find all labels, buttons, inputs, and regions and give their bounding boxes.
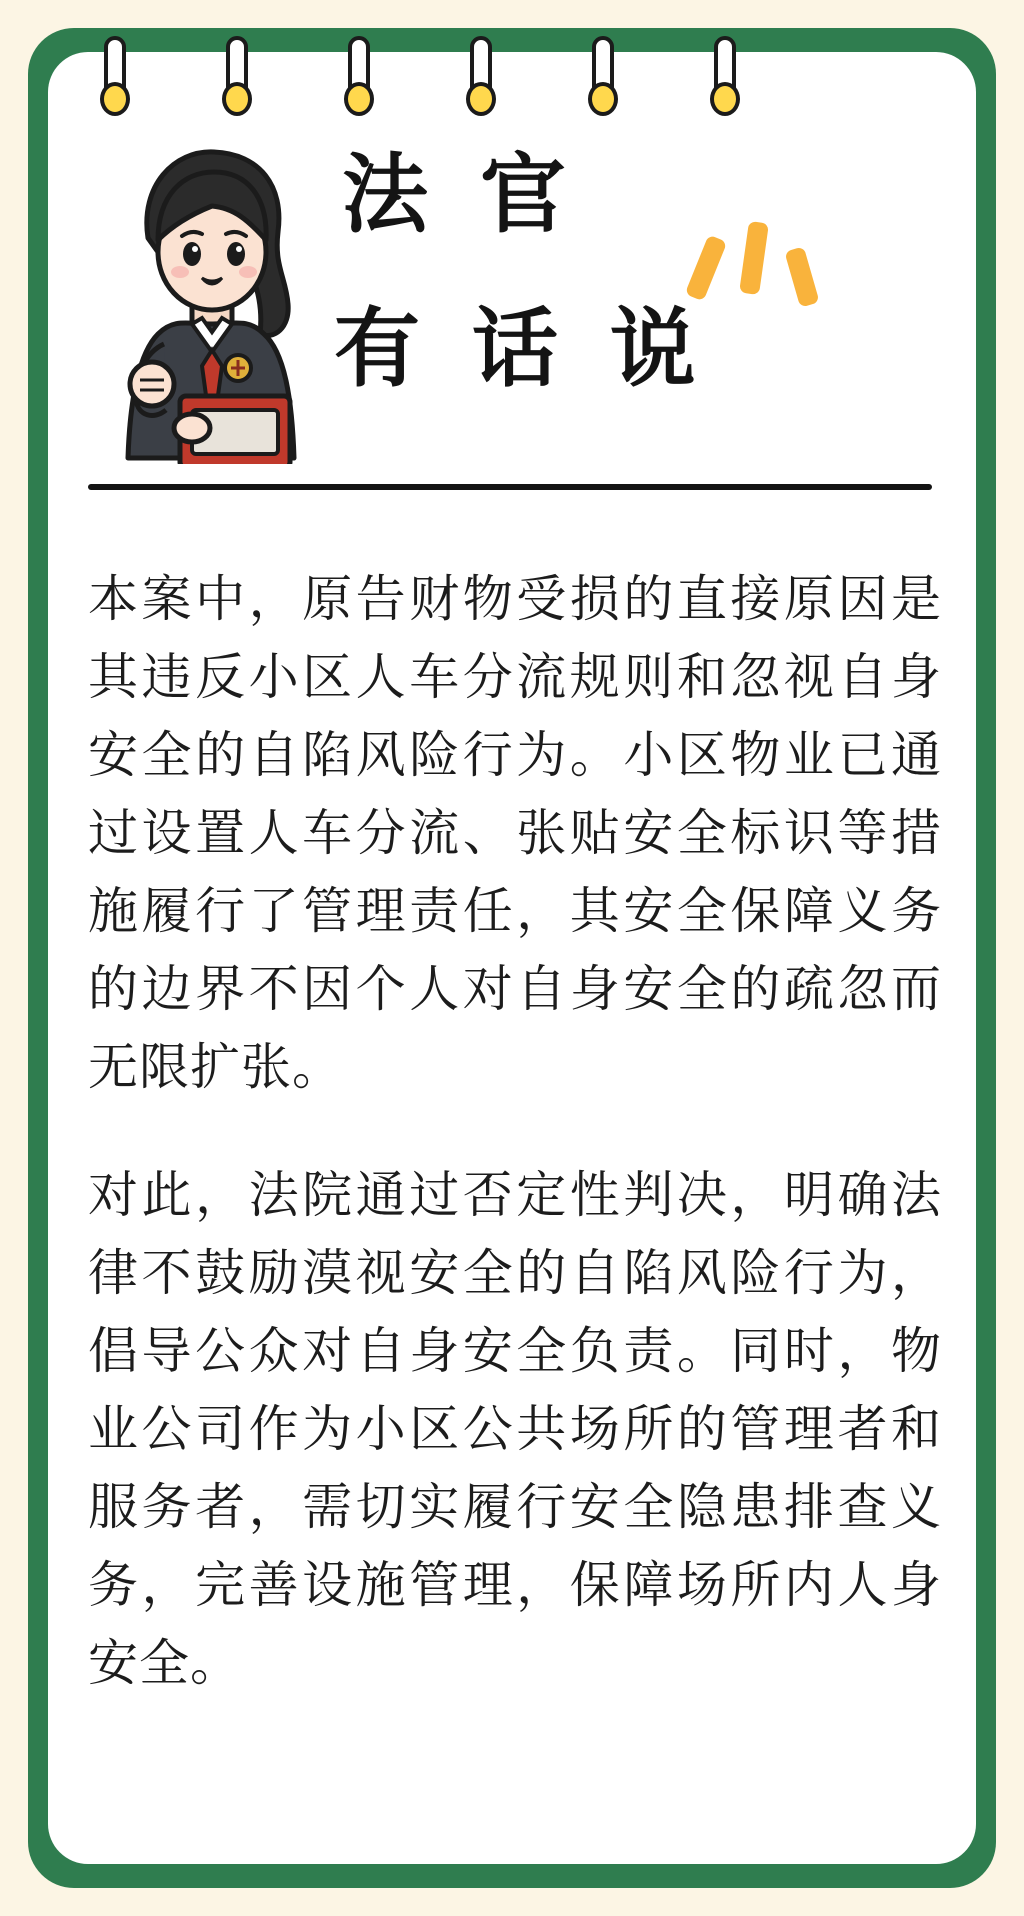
sparkle-bar-3 — [784, 246, 819, 307]
article-body — [88, 560, 942, 1702]
sparkle-bar-2 — [739, 221, 769, 295]
sparkle-bar-1 — [685, 235, 728, 302]
header-divider — [88, 484, 932, 490]
poster-header — [88, 128, 938, 480]
title-line-2: 有 话 说 — [334, 301, 710, 397]
title-line-1: 法 官 — [342, 147, 580, 243]
paragraph-2: 对此，法院通过否定性判决，明确法律不鼓励漠视安全的自陷风险行为，倡导公众对自身安全负责。同时，物业公司作为小区公共场所的管理者和服务者，需切实履行安全隐患排查义务，完善设施管理，保障场所内人身安全。 — [88, 1167, 942, 1691]
judge-mascot-illustration — [88, 128, 328, 464]
paragraph-1: 本案中，原告财物受损的直接原因是其违反小区人车分流规则和忽视自身安全的自陷风险行为。小区物业已通过设置人车分流、张贴安全标识等措施履行了管理责任，其安全保障义务的边界不因个人对自身安全的疏忽而无限扩张。 — [88, 571, 942, 1095]
sparkle-decoration-icon — [688, 218, 828, 338]
